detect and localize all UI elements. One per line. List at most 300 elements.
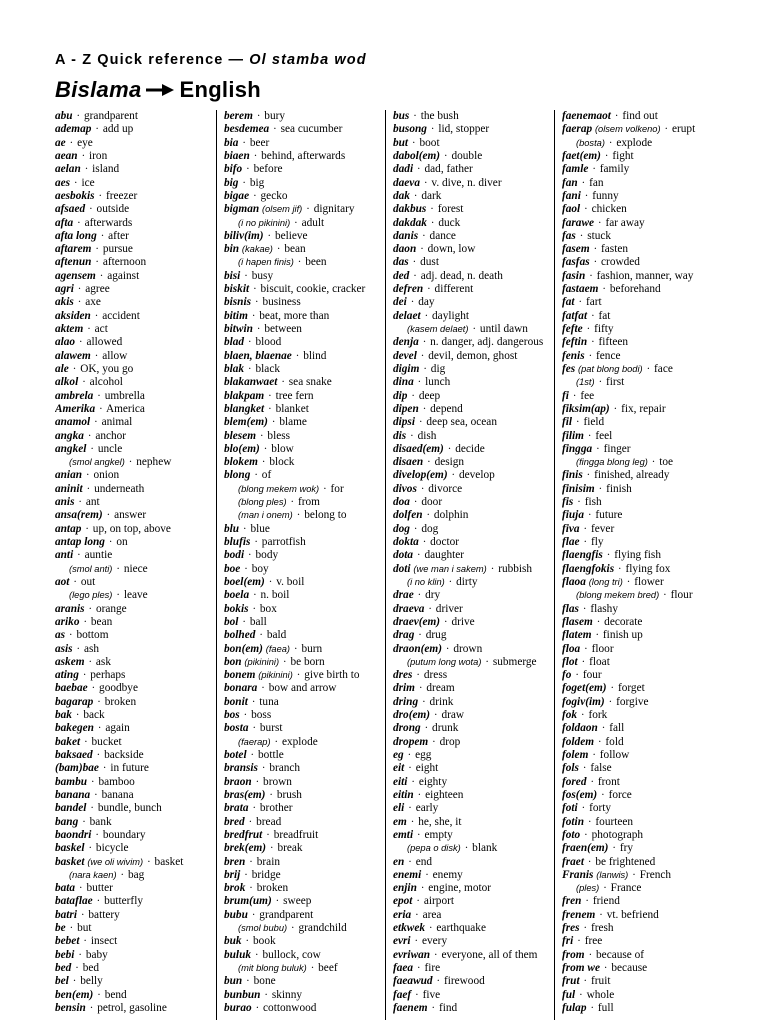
entry-headword: afta <box>55 216 74 229</box>
entry-headword: fo <box>562 669 572 682</box>
dictionary-entry <box>562 350 725 363</box>
entry-headword: afta long <box>55 229 97 242</box>
entry-headword: doa <box>393 496 410 509</box>
dictionary-entry <box>562 496 725 509</box>
entry-headword: fan <box>562 176 578 189</box>
entry-separator: · <box>246 975 250 988</box>
entry-translation: everyone, all of them <box>441 948 538 961</box>
dictionary-entry <box>562 296 725 309</box>
dictionary-entry <box>224 137 387 150</box>
entry-separator: · <box>72 975 77 988</box>
entry-translation: dog <box>421 522 439 535</box>
dictionary-entry <box>55 962 218 975</box>
entry-translation: niece <box>123 562 148 575</box>
entry-translation: bank <box>89 815 112 828</box>
dictionary-entry <box>224 669 387 682</box>
dictionary-entry <box>562 842 725 855</box>
dictionary-entry <box>55 935 218 948</box>
entry-headword: bunbun <box>224 988 261 1001</box>
entry-translation: dignitary <box>313 203 355 216</box>
entry-translation: four <box>582 669 602 682</box>
entry-headword: bin <box>224 243 240 256</box>
entry-headword: afsaed <box>55 203 86 216</box>
entry-separator: · <box>408 802 412 815</box>
entry-separator: · <box>251 908 256 921</box>
entry-translation: blind <box>303 349 327 362</box>
dictionary-entry <box>393 669 556 682</box>
dictionary-entry <box>224 949 387 962</box>
entry-separator: · <box>99 269 104 282</box>
entry-separator: · <box>443 615 448 628</box>
entry-translation: out <box>80 575 96 588</box>
entry-translation: daylight <box>432 309 470 322</box>
dictionary-entry <box>55 709 218 722</box>
dictionary-entry <box>562 816 725 829</box>
entry-separator: · <box>120 868 125 881</box>
entry-translation: parrotfish <box>261 536 306 548</box>
dictionary-entry <box>55 523 218 536</box>
dictionary-entry <box>55 123 218 136</box>
entry-translation: busy <box>251 269 274 282</box>
entry-translation: double <box>451 149 483 162</box>
entry-headword: dak <box>393 189 410 202</box>
entry-headword: baebae <box>55 682 88 695</box>
dictionary-entry <box>393 696 556 709</box>
entry-headword: dadi <box>393 163 414 176</box>
entry-translation: submerge <box>492 655 537 668</box>
entry-translation: rubbish <box>498 562 533 575</box>
entry-translation: fight <box>612 149 634 162</box>
entry-headword: flas <box>562 602 579 615</box>
entry-headword: bel <box>55 975 69 988</box>
dictionary-entry <box>393 722 556 735</box>
entry-separator: · <box>97 988 101 1001</box>
entry-translation: follow <box>599 749 630 761</box>
entry-headword: antap long <box>55 536 105 548</box>
entry-headword: dis <box>393 429 407 442</box>
entry-translation: fart <box>585 296 602 309</box>
entry-translation: driver <box>435 602 463 615</box>
entry-translation: boss <box>251 709 272 722</box>
entry-headword: eiti <box>393 775 408 788</box>
entry-translation: accident <box>102 309 140 322</box>
dictionary-entry <box>393 123 556 136</box>
entry-separator: · <box>256 110 261 122</box>
dictionary-entry <box>393 829 556 842</box>
entry-headword: dota <box>393 549 414 562</box>
dictionary-entry <box>562 256 725 269</box>
entry-headword: as <box>55 629 66 642</box>
entry-translation: in future <box>110 762 149 775</box>
entry-headword: fraet <box>562 855 584 868</box>
dictionary-entry <box>562 376 725 389</box>
entry-headword: enjin <box>393 882 417 895</box>
entry-separator: · <box>254 296 259 309</box>
entry-translation: blame <box>279 416 307 429</box>
entry-separator: · <box>306 203 310 216</box>
entry-translation: earthquake <box>436 922 486 935</box>
dictionary-entry <box>224 882 387 895</box>
dictionary-entry <box>562 443 725 456</box>
dictionary-entry <box>55 563 218 576</box>
entry-headword: aninit <box>55 482 83 495</box>
entry-headword: epot <box>393 895 413 908</box>
entry-note: (olsem jif) <box>261 204 303 215</box>
entry-separator: · <box>417 589 422 602</box>
dictionary-entry <box>224 616 387 629</box>
entry-separator: · <box>261 762 266 775</box>
entry-headword: brum(um) <box>224 895 272 908</box>
entry-separator: · <box>295 349 300 362</box>
entry-headword: flaengfokis <box>562 562 615 575</box>
entry-translation: burst <box>259 722 283 735</box>
entry-separator: · <box>88 602 93 615</box>
entry-headword: bigae <box>224 189 250 202</box>
entry-headword: evriwan <box>393 948 431 961</box>
entry-translation: future <box>595 509 623 522</box>
entry-separator: · <box>589 269 593 282</box>
entry-translation: cottonwood <box>263 1001 317 1014</box>
dictionary-entry <box>393 336 556 349</box>
entry-headword: fefte <box>562 323 583 335</box>
entry-separator: · <box>116 562 120 575</box>
entry-separator: · <box>426 283 431 296</box>
dictionary-entry <box>393 137 556 150</box>
entry-translation: far away <box>605 216 645 229</box>
entry-headword: fingga <box>562 442 593 455</box>
dictionary-entry <box>562 243 725 256</box>
entry-headword: flaengfis <box>562 549 603 562</box>
entry-translation: dream <box>426 682 455 695</box>
entry-headword: bagarap <box>55 695 94 708</box>
entry-translation: deep <box>418 389 441 402</box>
dictionary-entry <box>55 829 218 842</box>
dictionary-entry <box>562 123 725 136</box>
dictionary-entry <box>224 336 387 349</box>
entry-headword: frenem <box>562 908 596 921</box>
entry-separator: · <box>413 189 418 202</box>
entry-separator: · <box>587 815 592 828</box>
dictionary-entry <box>562 656 725 669</box>
dictionary-entry <box>55 190 218 203</box>
entry-separator: · <box>651 456 656 469</box>
entry-separator: · <box>297 256 302 269</box>
dictionary-entry <box>55 177 218 190</box>
entry-separator: · <box>597 735 602 748</box>
entry-translation: beer <box>249 136 270 149</box>
dictionary-entry <box>562 137 725 150</box>
entry-headword: angka <box>55 429 84 442</box>
entry-separator: · <box>581 802 586 815</box>
entry-headword: daon <box>393 243 417 256</box>
entry-headword: eli <box>393 802 405 815</box>
entry-separator: · <box>430 203 434 216</box>
entry-translation: leave <box>123 589 148 602</box>
dictionary-entry <box>393 443 556 456</box>
dictionary-entry <box>562 895 725 908</box>
entry-translation: n. danger, adj. dangerous <box>430 336 544 349</box>
dictionary-entry <box>224 190 387 203</box>
entry-separator: · <box>420 349 425 362</box>
entry-separator: · <box>82 815 86 828</box>
entry-translation: early <box>415 802 439 815</box>
dictionary-entry <box>224 350 387 363</box>
entry-separator: · <box>69 922 74 935</box>
entry-headword: bakegen <box>55 722 94 735</box>
dictionary-entry <box>55 483 218 496</box>
dictionary-entry <box>55 895 218 908</box>
entry-headword: eit <box>393 762 405 775</box>
dictionary-entry <box>224 682 387 695</box>
entry-separator: · <box>418 629 422 642</box>
entry-separator: · <box>580 709 585 722</box>
dictionary-entry <box>55 430 218 443</box>
entry-headword: faea <box>393 962 414 974</box>
entry-separator: · <box>244 868 248 881</box>
entry-headword: blu <box>224 522 240 535</box>
dictionary-entry <box>224 869 387 882</box>
entry-translation: find <box>438 1001 458 1014</box>
entry-headword: bak <box>55 709 72 722</box>
dictionary-entry <box>562 270 725 283</box>
entry-headword: aean <box>55 149 78 162</box>
entry-translation: down, low <box>427 243 476 256</box>
entry-translation: doctor <box>430 536 460 548</box>
entry-separator: · <box>290 922 295 935</box>
dictionary-entry <box>224 975 387 988</box>
entry-headword: das <box>393 256 409 269</box>
entry-separator: · <box>596 615 601 628</box>
entry-separator: · <box>590 775 595 788</box>
entry-headword: blakpam <box>224 389 265 402</box>
entry-separator: · <box>251 309 256 322</box>
entry-translation: butter <box>86 882 113 895</box>
entry-headword: angkel <box>55 442 87 455</box>
entry-translation: auntie <box>84 549 113 562</box>
dictionary-entry <box>562 975 725 988</box>
dictionary-entry <box>393 536 556 549</box>
entry-translation: finger <box>603 442 631 455</box>
entry-translation: grandchild <box>298 922 347 935</box>
entry-translation: float <box>589 655 610 668</box>
entry-separator: · <box>249 882 253 895</box>
entry-separator: · <box>587 509 592 522</box>
entry-headword: ded <box>393 269 410 282</box>
dictionary-entry <box>393 922 556 935</box>
entry-headword: bitim <box>224 309 248 322</box>
entry-note: (i hapen finis) <box>238 257 294 268</box>
entry-separator: · <box>254 536 258 548</box>
dictionary-entry <box>393 256 556 269</box>
entry-headword: drag <box>393 629 415 642</box>
column-divider <box>385 110 386 1020</box>
entry-note: (faea) <box>265 643 291 654</box>
dictionary-entry <box>393 483 556 496</box>
entry-headword: brok <box>224 882 246 895</box>
entry-translation: uncle <box>97 442 123 455</box>
entry-translation: perhaps <box>90 669 126 682</box>
dictionary-entry <box>393 363 556 376</box>
entry-headword: bia <box>224 136 239 149</box>
entry-separator: · <box>572 389 577 402</box>
dictionary-column-1 <box>55 110 218 1022</box>
dictionary-entry <box>562 629 725 642</box>
entry-headword: draeva <box>393 602 425 615</box>
dictionary-entry <box>55 802 218 815</box>
entry-separator: · <box>247 549 252 562</box>
entry-translation: umbrella <box>104 389 145 402</box>
dictionary-entry <box>562 789 725 802</box>
entry-separator: · <box>583 922 588 935</box>
entry-translation: funny <box>592 189 619 202</box>
entry-translation: brown <box>263 775 292 788</box>
entry-translation: fall <box>609 722 625 735</box>
entry-translation: beat, more than <box>259 309 330 322</box>
entry-separator: · <box>281 376 285 389</box>
entry-separator: · <box>247 362 252 375</box>
entry-separator: · <box>424 309 429 322</box>
entry-translation: lunch <box>425 376 451 389</box>
entry-separator: · <box>77 283 82 296</box>
entry-separator: · <box>586 323 591 335</box>
entry-translation: tuna <box>259 695 279 708</box>
dictionary-entry <box>562 323 725 336</box>
entry-separator: · <box>604 149 609 162</box>
dictionary-entry <box>224 390 387 403</box>
dictionary-entry <box>393 975 556 988</box>
entry-headword: bred <box>224 815 245 828</box>
entry-separator: · <box>579 988 583 1001</box>
dictionary-entry <box>224 922 387 935</box>
dictionary-entry <box>562 669 725 682</box>
entry-separator: · <box>95 828 100 841</box>
entry-headword: blak <box>224 362 245 375</box>
dictionary-entry <box>224 443 387 456</box>
entry-separator: · <box>255 775 260 788</box>
entry-separator: · <box>85 469 90 482</box>
dictionary-entry <box>562 150 725 163</box>
entry-headword: bifo <box>224 163 243 176</box>
entry-separator: · <box>420 482 425 495</box>
entry-headword: bol <box>224 615 239 628</box>
entry-separator: · <box>421 229 426 242</box>
entry-separator: · <box>583 536 588 548</box>
entry-headword: aes <box>55 176 71 189</box>
entry-translation: depend <box>430 402 463 415</box>
dictionary-entry <box>393 603 556 616</box>
entry-headword: from <box>562 948 585 961</box>
entry-headword: eria <box>393 908 412 921</box>
dictionary-entry <box>393 203 556 216</box>
entry-translation: forty <box>589 802 612 815</box>
entry-separator: · <box>247 336 252 349</box>
entry-separator: · <box>96 749 101 761</box>
entry-translation: America <box>105 402 145 415</box>
entry-translation: dolphin <box>433 509 469 522</box>
dictionary-entry <box>55 736 218 749</box>
entry-translation: bread <box>256 815 282 828</box>
entry-translation: divorce <box>428 482 463 495</box>
dictionary-entry <box>562 456 725 469</box>
entry-translation: battery <box>88 908 120 921</box>
entry-separator: · <box>95 256 100 269</box>
dictionary-entry <box>55 656 218 669</box>
dictionary-entry <box>224 509 387 522</box>
dictionary-entry <box>55 696 218 709</box>
entry-separator: · <box>443 149 448 162</box>
dictionary-entry <box>562 749 725 762</box>
dictionary-entry <box>562 922 725 935</box>
dictionary-entry <box>55 869 218 882</box>
entry-headword: alao <box>55 336 76 349</box>
entry-headword: etkwek <box>393 922 425 935</box>
entry-separator: · <box>90 802 94 815</box>
entry-separator: · <box>293 642 298 655</box>
entry-headword: fogiv(im) <box>562 695 605 708</box>
entry-translation: been <box>305 256 327 269</box>
entry-headword: dipsi <box>393 416 415 429</box>
dictionary-entry <box>224 709 387 722</box>
entry-translation: blanket <box>275 402 309 415</box>
entry-translation: bullock, cow <box>262 948 321 961</box>
entry-headword: dokta <box>393 536 419 548</box>
entry-separator: · <box>78 948 83 961</box>
dictionary-entry <box>393 243 556 256</box>
dictionary-entry <box>393 962 556 975</box>
entry-headword: blem(em) <box>224 416 268 429</box>
entry-translation: animal <box>101 416 133 429</box>
entry-separator: · <box>485 655 490 668</box>
dictionary-entry <box>224 696 387 709</box>
dictionary-entry <box>562 203 725 216</box>
entry-translation: lid, stopper <box>438 123 490 136</box>
entry-separator: · <box>93 416 98 429</box>
dictionary-entry <box>224 829 387 842</box>
entry-note: (faerap) <box>238 736 271 747</box>
entry-separator: · <box>246 163 250 176</box>
entry-translation: dress <box>423 669 448 682</box>
dictionary-entry <box>393 1002 556 1015</box>
entry-translation: butterfly <box>104 895 143 908</box>
entry-headword: dropem <box>393 735 429 748</box>
dictionary-entry <box>224 296 387 309</box>
entry-separator: · <box>276 243 281 256</box>
dictionary-entry <box>562 163 725 176</box>
entry-headword: aesbokis <box>55 189 95 202</box>
entry-headword: faerap <box>562 123 593 136</box>
entry-separator: · <box>242 136 247 149</box>
entry-translation: fasten <box>601 243 629 256</box>
dictionary-entry <box>224 643 387 656</box>
entry-separator: · <box>83 735 88 748</box>
entry-translation: the bush <box>420 110 459 122</box>
entry-separator: · <box>85 522 89 535</box>
dictionary-entry <box>393 816 556 829</box>
entry-separator: · <box>590 309 595 322</box>
entry-headword: bren <box>224 855 246 868</box>
entry-headword: bon <box>224 655 242 668</box>
entry-translation: engine, motor <box>428 882 492 895</box>
entry-translation: dry <box>425 589 441 602</box>
entry-translation: petrol, gasoline <box>97 1001 167 1014</box>
dictionary-entry <box>224 563 387 576</box>
entry-separator: · <box>296 669 301 682</box>
dictionary-entry <box>393 709 556 722</box>
entry-headword: bos <box>224 709 240 722</box>
entry-headword: bebi <box>55 948 75 961</box>
entry-headword: aksiden <box>55 309 91 322</box>
entry-translation: finish up <box>602 629 643 642</box>
